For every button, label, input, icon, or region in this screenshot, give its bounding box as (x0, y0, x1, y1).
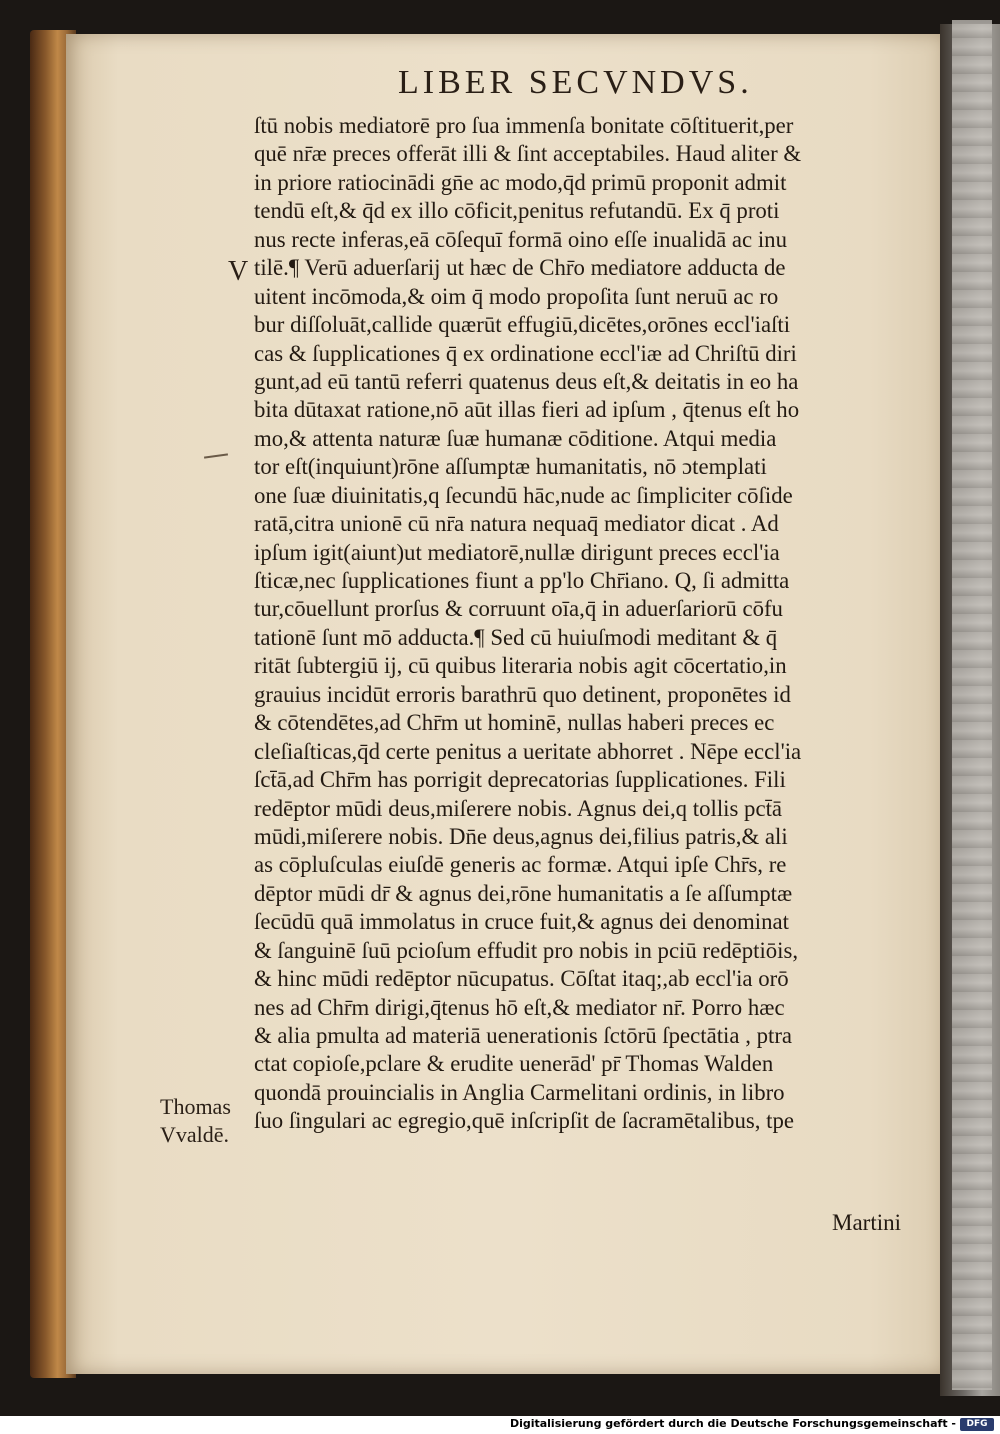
text-line: & cōtendētes,ad Chr̄m ut hominē, nullas haberi preces ec (254, 710, 775, 736)
text-line: quondā prouincialis in Anglia Carmelitani ordinis, in libro (254, 1079, 785, 1105)
text-line: ſct̄ā,ad Chr̄m has porrigit deprecatorias ſupplicationes. Fili (254, 767, 786, 793)
text-line: one ſuæ diuinitatis,q ſecundū hāc,nude ac ſimpliciter cōſide (254, 482, 793, 508)
text-line: grauius incidūt erroris barathrū quo detinent, proponētes id (254, 681, 791, 707)
page-stack-edge (952, 20, 992, 1390)
text-line: bur diſſoluāt,callide quærūt effugiū,dicētes,orōnes eccl'iaſti (254, 312, 791, 338)
text-line: ratā,citra unionē cū nr̄a natura nequaq̄ mediator dicat . Ad (254, 511, 779, 537)
marginal-letter: V (228, 256, 249, 287)
running-title: LIBER SECVNDVS. (398, 64, 753, 101)
side-note: Thomas (160, 1094, 231, 1119)
text-line: & hinc mūdi redēptor nūcupatus. Cōſtat itaq;,ab eccl'ia orō (254, 966, 789, 992)
text-line: cas & ſupplicationes q̄ ex ordinatione eccl'iæ ad Chriſtū diri (254, 340, 797, 366)
text-line: tationē ſunt mō adducta.¶ Sed cū huiuſmodi meditant & q̄ (254, 624, 778, 650)
text-line: as cōpluſculas eiuſdē generis ac formæ. Atqui ipſe Chr̄s, re (254, 852, 787, 878)
text-line: nus recte inferas,eā cōſequī formā oino eſſe inualidā ac inu (254, 226, 787, 252)
text-line: mo,& attenta naturæ ſuæ humanæ cōditione. Atqui media (254, 425, 777, 451)
text-line: quē nr̄æ preces offerāt illi & ſint acceptabiles. Haud aliter & (254, 141, 802, 167)
footer-bar (0, 1416, 1000, 1434)
text-line: nes ad Chr̄m dirigi,q̄tenus hō eſt,& mediator nr̄. Porro hæc (254, 994, 785, 1020)
funding-credit: Digitalisierung gefördert durch die Deutsche Forschungsgemeinschaft - (509, 1417, 956, 1430)
text-line: in priore ratiocinādi gn̄e ac modo,q̄d primū proponit admit (254, 169, 787, 195)
text-line: ſecūdū quā immolatus in cruce fuit,& agnus dei denominat (254, 909, 789, 935)
text-line: ipſum igit(aiunt)ut mediatorē,nullæ dirigunt preces eccl'ia (254, 539, 780, 565)
text-line: & ſanguinē ſuū pcioſum effudit pro nobis in pciū redēptiōis, (254, 937, 799, 963)
text-line: tor eſt(inquiunt)rōne aſſumptæ humanitatis, nō ɔtemplati (254, 454, 767, 480)
text-line: tur,cōuellunt prorſus & corruunt oīa,q̄ in aduerſariorū cōfu (254, 596, 783, 622)
text-line: bita dūtaxat ratione,nō aūt illas fieri ad ipſum , q̄tenus eſt ho (254, 397, 800, 423)
side-note: Vvaldē. (160, 1122, 230, 1147)
dfg-logo-icon: DFG (960, 1418, 994, 1431)
text-line: ſticæ,nec ſupplicationes fiunt a pp'lo Chr̄iano. Q, ſi admitta (254, 568, 790, 593)
text-line: ſuo ſingulari ac egregio,quē inſcripſit de ſacramētalibus, tpe (254, 1108, 794, 1134)
text-line: ſtū nobis mediatorē pro ſua immenſa bonitate cōſtituerit,per (254, 113, 794, 138)
text-line: tilē.¶ Verū aduerſarij ut hæc de Chr̄o mediatore adducta de (254, 255, 786, 281)
text-line: tendū eſt,& q̄d ex illo cōficit,penitus refutandū. Ex q̄ proti (254, 198, 780, 224)
text-line: redēptor mūdi deus,miſerere nobis. Agnus dei,q tollis pct̄ā (254, 795, 783, 821)
text-line: ctat copioſe,pclare & erudite uenerād' pr̄ Thomas Walden (254, 1051, 774, 1077)
catchword: Martini (832, 1210, 901, 1235)
text-line: uitent incōmoda,& oim q̄ modo propoſita ſunt neruū ac ro (254, 283, 779, 309)
text-line: gunt,ad eū tantū referri quatenus deus eſt,& deitatis in eo ha (254, 368, 799, 394)
text-line: ritāt ſubtergiū ij, cū quibus literaria nobis agit cōcertatio,in (254, 653, 787, 679)
text-line: mūdi,miſerere nobis. Dn̄e deus,agnus dei,filius patris,& ali (254, 823, 788, 849)
text-line: dēptor mūdi dr̄ & agnus dei,rōne humanitatis a ſe aſſumptæ (254, 880, 793, 906)
text-line: & alia pmulta ad materiā uenerationis ſctōrū ſpectātia , ptra (254, 1023, 793, 1048)
text-line: cleſiaſticas,q̄d certe penitus a ueritate abhorret . Nēpe eccl'ia (254, 738, 802, 764)
body-text (254, 112, 934, 1136)
